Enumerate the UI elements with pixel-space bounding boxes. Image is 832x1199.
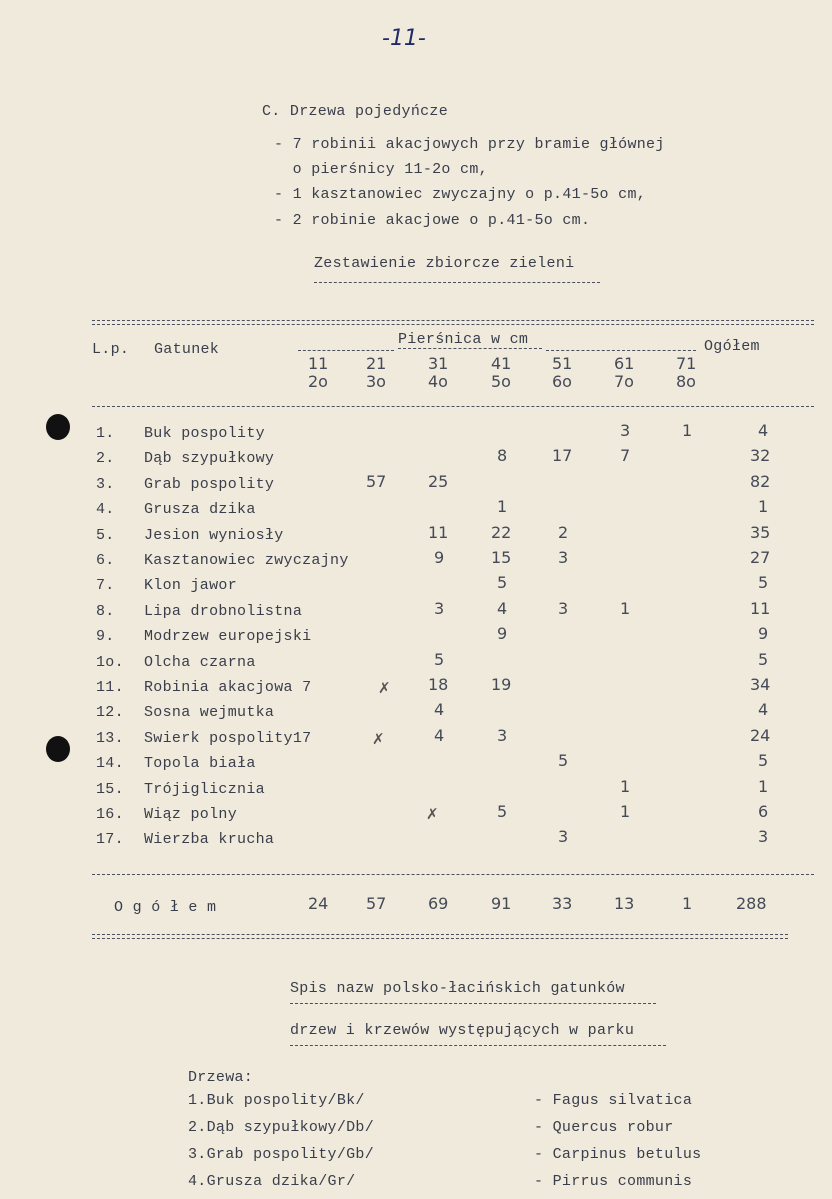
row-cell: 3 [558,827,569,846]
row-cell: 7 [620,446,631,465]
range-top-label: 61 [614,354,635,373]
range-top-label: 51 [552,354,573,373]
crossed-out-mark: ✗ [372,730,385,748]
row-species-name: Lipa drobnolistna [144,603,303,620]
row-total: 11 [750,599,771,618]
range-bottom-label: 4o [428,372,448,391]
row-species-name: Trójiglicznia [144,781,265,798]
range-top-label: 31 [428,354,449,373]
page-number: -11- [382,26,426,51]
range-bottom-label: 8o [676,372,696,391]
header-piersnica-line-right [546,350,696,351]
row-lp: 3. [96,476,115,493]
row-lp: 13. [96,730,124,747]
row-cell: 5 [558,751,569,770]
totals-label: O g ó ł e m [114,899,217,916]
row-cell: 5 [497,573,508,592]
row-cell: 4 [434,726,445,745]
row-cell: 1 [682,421,693,440]
row-cell: 15 [491,548,512,567]
grand-total: 288 [736,894,767,913]
row-lp: 11. [96,679,124,696]
row-cell: 4 [434,700,445,719]
range-top-label: 21 [366,354,387,373]
row-lp: 9. [96,628,115,645]
table-top-rule [92,320,814,325]
species-title-underline-2 [290,1045,666,1046]
row-total: 1 [758,777,769,796]
row-total: 35 [750,523,771,542]
row-cell: 11 [428,523,449,542]
row-lp: 17. [96,831,124,848]
table-bottom-rule [92,874,814,875]
row-cell: 1 [620,599,631,618]
row-cell: 3 [620,421,631,440]
row-lp: 1. [96,425,115,442]
row-species-name: Sosna wejmutka [144,704,275,721]
row-lp: 1o. [96,654,124,671]
summary-title: Zestawienie zbiorcze zieleni [314,255,575,272]
crossed-out-mark: ✗ [378,679,391,697]
row-species-name: Topola biała [144,755,256,772]
species-latin-name: - Fagus silvatica [534,1092,693,1109]
species-polish-name: 2.Dąb szypułkowy/Db/ [188,1119,375,1136]
row-cell: 2 [558,523,569,542]
species-title-underline-1 [290,1003,656,1004]
species-latin-name: - Carpinus betulus [534,1146,702,1163]
row-lp: 2. [96,450,115,467]
row-cell: 5 [434,650,445,669]
row-cell: 17 [552,446,573,465]
row-cell: 9 [434,548,445,567]
row-total: 27 [750,548,771,567]
row-species-name: Klon jawor [144,577,238,594]
row-total: 34 [750,675,771,694]
header-ogolem: Ogółem [704,338,760,355]
row-lp: 5. [96,527,115,544]
range-top-label: 71 [676,354,697,373]
summary-title-underline [314,282,600,283]
row-cell: 8 [497,446,508,465]
crossed-out-mark: ✗ [426,805,439,823]
row-lp: 12. [96,704,124,721]
section-c-line: o pierśnicy 11-2o cm, [274,161,488,178]
species-title-1: Spis nazw polsko-łacińskich gatunków [290,980,625,997]
total-cell: 13 [614,894,635,913]
species-category: Drzewa: [188,1069,254,1086]
row-species-name: Wierzba krucha [144,831,275,848]
row-total: 5 [758,573,769,592]
range-top-label: 41 [491,354,512,373]
row-total: 1 [758,497,769,516]
species-polish-name: 3.Grab pospolity/Gb/ [188,1146,375,1163]
row-lp: 6. [96,552,115,569]
row-species-name: Grab pospolity [144,476,275,493]
header-lp: L.p. [92,341,130,358]
species-title-2: drzew i krzewów występujących w parku [290,1022,635,1039]
row-cell: 1 [620,777,631,796]
row-total: 4 [758,421,769,440]
row-lp: 15. [96,781,124,798]
row-cell: 3 [558,548,569,567]
row-total: 4 [758,700,769,719]
row-cell: 18 [428,675,449,694]
row-cell: 57 [366,472,387,491]
range-top-label: 11 [308,354,329,373]
species-polish-name: 1.Buk pospolity/Bk/ [188,1092,365,1109]
row-cell: 1 [497,497,508,516]
row-cell: 5 [497,802,508,821]
section-c-line: - 1 kasztanowiec zwyczajny o p.41-5o cm, [274,186,647,203]
total-cell: 33 [552,894,573,913]
punch-hole-top [46,414,70,440]
header-piersnica: Pierśnica w cm [398,331,529,348]
total-cell: 69 [428,894,449,913]
row-total: 5 [758,751,769,770]
row-lp: 14. [96,755,124,772]
row-cell: 25 [428,472,449,491]
row-species-name: Dąb szypułkowy [144,450,275,467]
row-total: 9 [758,624,769,643]
table-end-rule [92,934,788,939]
species-latin-name: - Quercus robur [534,1119,674,1136]
range-bottom-label: 7o [614,372,634,391]
range-bottom-label: 5o [491,372,511,391]
row-total: 6 [758,802,769,821]
range-bottom-label: 6o [552,372,572,391]
row-cell: 3 [434,599,445,618]
row-cell: 1 [620,802,631,821]
species-polish-name: 4.Grusza dzika/Gr/ [188,1173,356,1190]
row-total: 32 [750,446,771,465]
row-cell: 22 [491,523,512,542]
row-species-name: Swierk pospolity17 [144,730,312,747]
row-total: 82 [750,472,771,491]
row-total: 5 [758,650,769,669]
range-bottom-label: 3o [366,372,386,391]
row-species-name: Olcha czarna [144,654,256,671]
row-lp: 8. [96,603,115,620]
row-cell: 9 [497,624,508,643]
section-c-title: C. Drzewa pojedyńcze [262,103,449,120]
total-cell: 24 [308,894,329,913]
row-species-name: Buk pospolity [144,425,265,442]
row-species-name: Wiąz polny [144,806,238,823]
row-cell: 19 [491,675,512,694]
row-cell: 3 [497,726,508,745]
row-cell: 4 [497,599,508,618]
row-species-name: Jesion wyniosły [144,527,284,544]
range-bottom-label: 2o [308,372,328,391]
row-species-name: Kasztanowiec zwyczajny [144,552,349,569]
row-lp: 4. [96,501,115,518]
total-cell: 57 [366,894,387,913]
row-species-name: Grusza dzika [144,501,256,518]
section-c-line: - 7 robinii akacjowych przy bramie głównej [274,136,665,153]
row-total: 24 [750,726,771,745]
header-bottom-rule [92,406,814,407]
row-species-name: Modrzew europejski [144,628,312,645]
species-latin-name: - Pirrus communis [534,1173,693,1190]
row-species-name: Robinia akacjowa 7 [144,679,312,696]
row-total: 3 [758,827,769,846]
total-cell: 91 [491,894,512,913]
header-gatunek: Gatunek [154,341,220,358]
total-cell: 1 [682,894,693,913]
header-piersnica-underline [398,348,542,349]
row-cell: 3 [558,599,569,618]
row-lp: 7. [96,577,115,594]
header-piersnica-line-left [298,350,394,351]
section-c-line: - 2 robinie akacjowe o p.41-5o cm. [274,212,591,229]
row-lp: 16. [96,806,124,823]
punch-hole-bottom [46,736,70,762]
